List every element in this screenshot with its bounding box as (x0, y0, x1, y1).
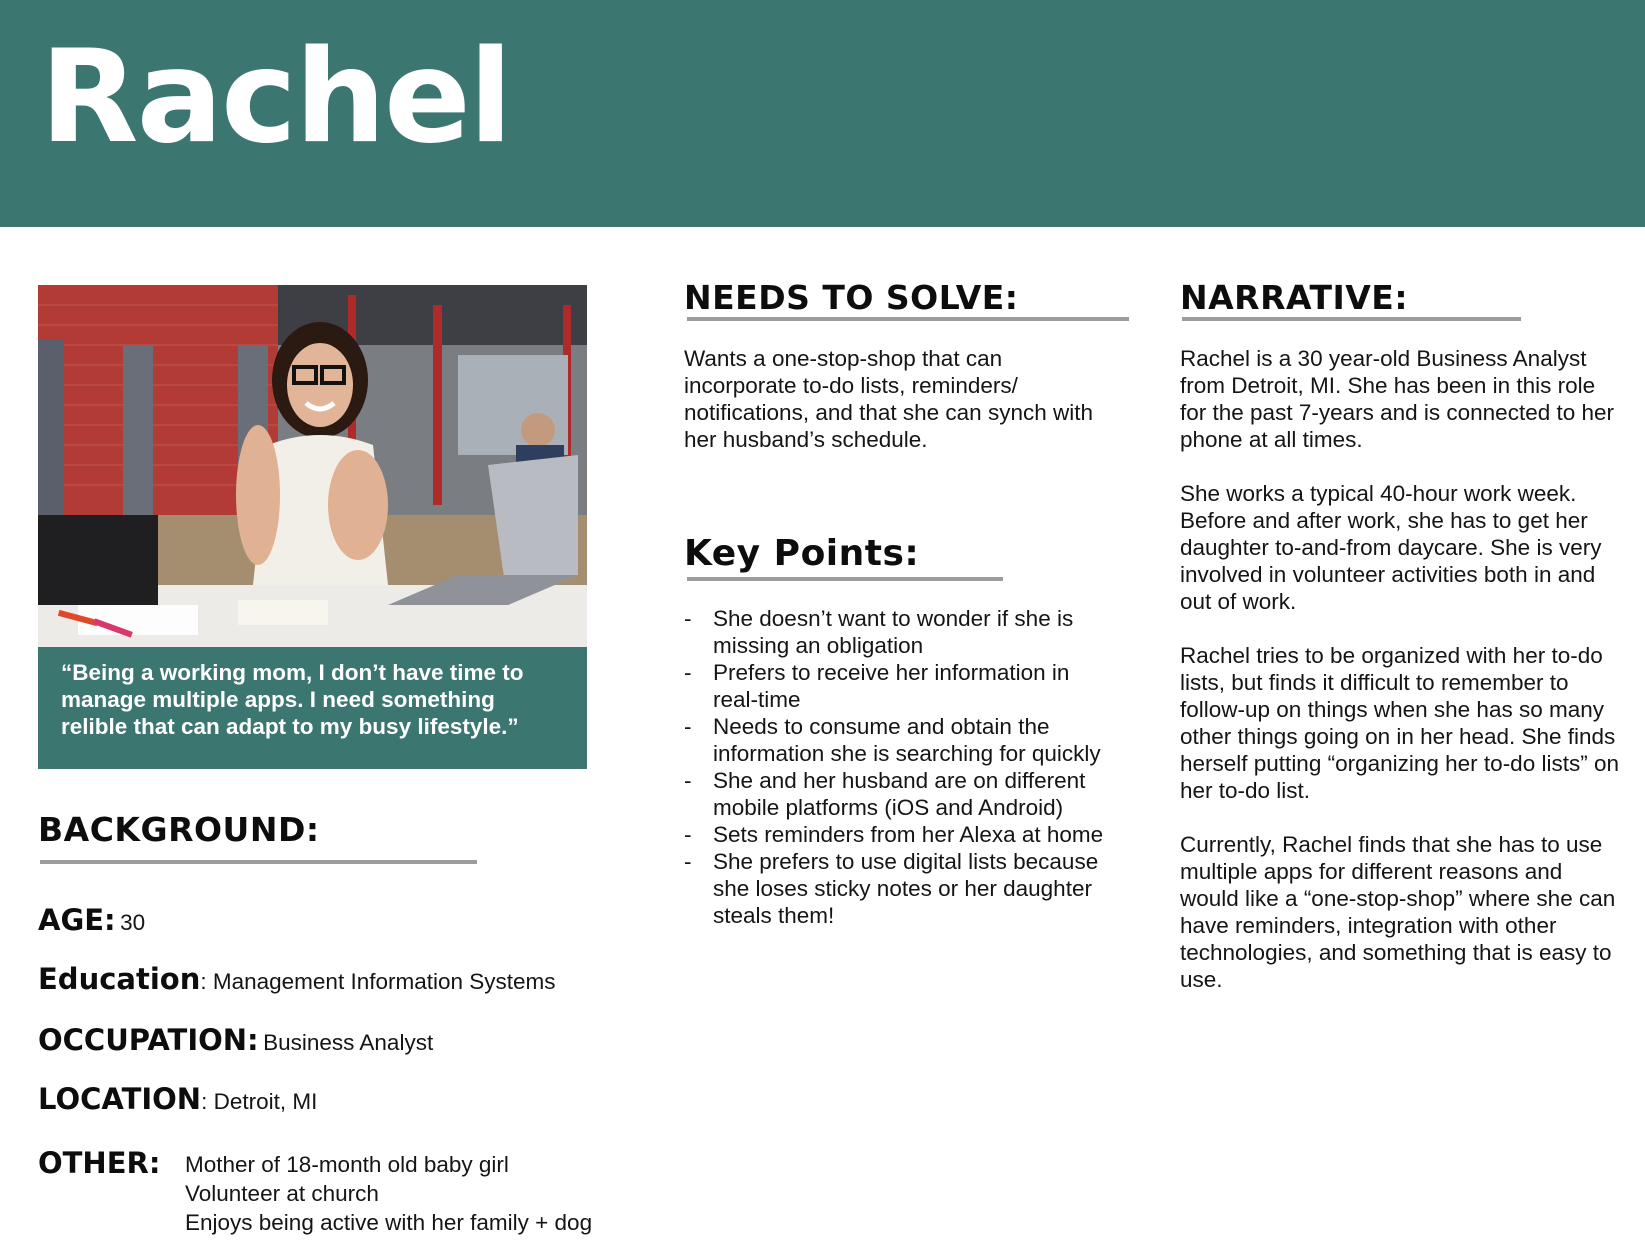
list-item (684, 659, 1104, 713)
key-point-text: Needs to consume and obtain the information she is searching for quickly (713, 714, 1101, 766)
header-banner (0, 0, 1645, 227)
age-label: AGE: (38, 903, 116, 937)
list-item (684, 767, 1104, 821)
occupation-value: Business Analyst (263, 1030, 434, 1055)
location-value: : Detroit, MI (201, 1089, 318, 1114)
dash: - (684, 660, 692, 685)
list-item: Enjoys being active with her family + dog (185, 1210, 593, 1235)
key-points-rule (687, 577, 1003, 581)
list-item: Mother of 18-month old baby girl (185, 1152, 509, 1177)
background-heading: BACKGROUND: (38, 810, 320, 849)
key-points-list (684, 605, 1104, 929)
other-row (38, 1146, 160, 1180)
education-row (38, 962, 556, 996)
dash: - (684, 606, 692, 631)
dash: - (684, 849, 692, 874)
key-point-text: Prefers to receive her information in real-time (713, 660, 1070, 712)
age-row (38, 903, 145, 937)
needs-heading: NEEDS TO SOLVE: (684, 278, 1019, 317)
needs-text: Wants a one-stop-shop that can incorporate to-do lists, reminders/ notifications, and that she can synch with her husband’s schedule. (684, 346, 1093, 452)
narrative-heading: NARRATIVE: (1180, 278, 1409, 317)
persona-photo (38, 285, 587, 647)
dash: - (684, 714, 692, 739)
narrative-paragraph: Currently, Rachel finds that she has to use multiple apps for different reasons and would like a “one-stop-shop” where she can have reminders, integration with other technologies, and something that is easy to use. (1180, 832, 1616, 992)
key-point-text: She prefers to use digital lists because she loses sticky notes or her daughter steals them! (713, 849, 1099, 928)
list-item (684, 605, 1104, 659)
key-point-text: She and her husband are on different mobile platforms (iOS and Android) (713, 768, 1086, 820)
narrative-paragraph: Rachel tries to be organized with her to-do lists, but finds it difficult to remember to follow-up on things when she has so many other things going on in her head. She finds herself putting “organizing her to-do lists” on her to-do list. (1180, 643, 1619, 803)
list-item: Volunteer at church (185, 1181, 379, 1206)
background-rule (40, 860, 477, 864)
key-point-text: She doesn’t want to wonder if she is missing an obligation (713, 606, 1074, 658)
location-label: LOCATION (38, 1082, 202, 1116)
key-points-heading: Key Points: (684, 533, 920, 574)
occupation-row (38, 1023, 433, 1057)
dash: - (684, 822, 692, 847)
other-label: OTHER: (38, 1146, 161, 1180)
quote-box (38, 647, 587, 769)
list-item (684, 821, 1104, 848)
list-item (684, 713, 1104, 767)
occupation-label: OCCUPATION: (38, 1023, 259, 1057)
location-row (38, 1082, 317, 1116)
persona-name: Rachel (40, 23, 511, 172)
needs-rule (687, 317, 1129, 321)
narrative-rule (1182, 317, 1521, 321)
narrative-text (1180, 345, 1625, 1020)
persona-photo-icon (38, 285, 587, 647)
other-list (185, 1150, 592, 1237)
dash: - (684, 768, 692, 793)
key-point-text: Sets reminders from her Alexa at home (713, 822, 1104, 847)
list-item (684, 848, 1104, 929)
education-value: : Management Information Systems (200, 969, 556, 994)
persona-quote: “Being a working mom, I don’t have time to manage multiple apps. I need something relible that can adapt to my busy lifestyle.” (61, 660, 524, 739)
narrative-paragraph: She works a typical 40-hour work week. Before and after work, she has to get her daughter to-and-from daycare. She is very involved in volunteer activities both in and out of work. (1180, 481, 1602, 614)
age-value: 30 (120, 910, 146, 935)
narrative-paragraph: Rachel is a 30 year-old Business Analyst from Detroit, MI. She has been in this role for the past 7-years and is connected to her phone at all times. (1180, 346, 1615, 452)
education-label: Education (38, 962, 201, 996)
